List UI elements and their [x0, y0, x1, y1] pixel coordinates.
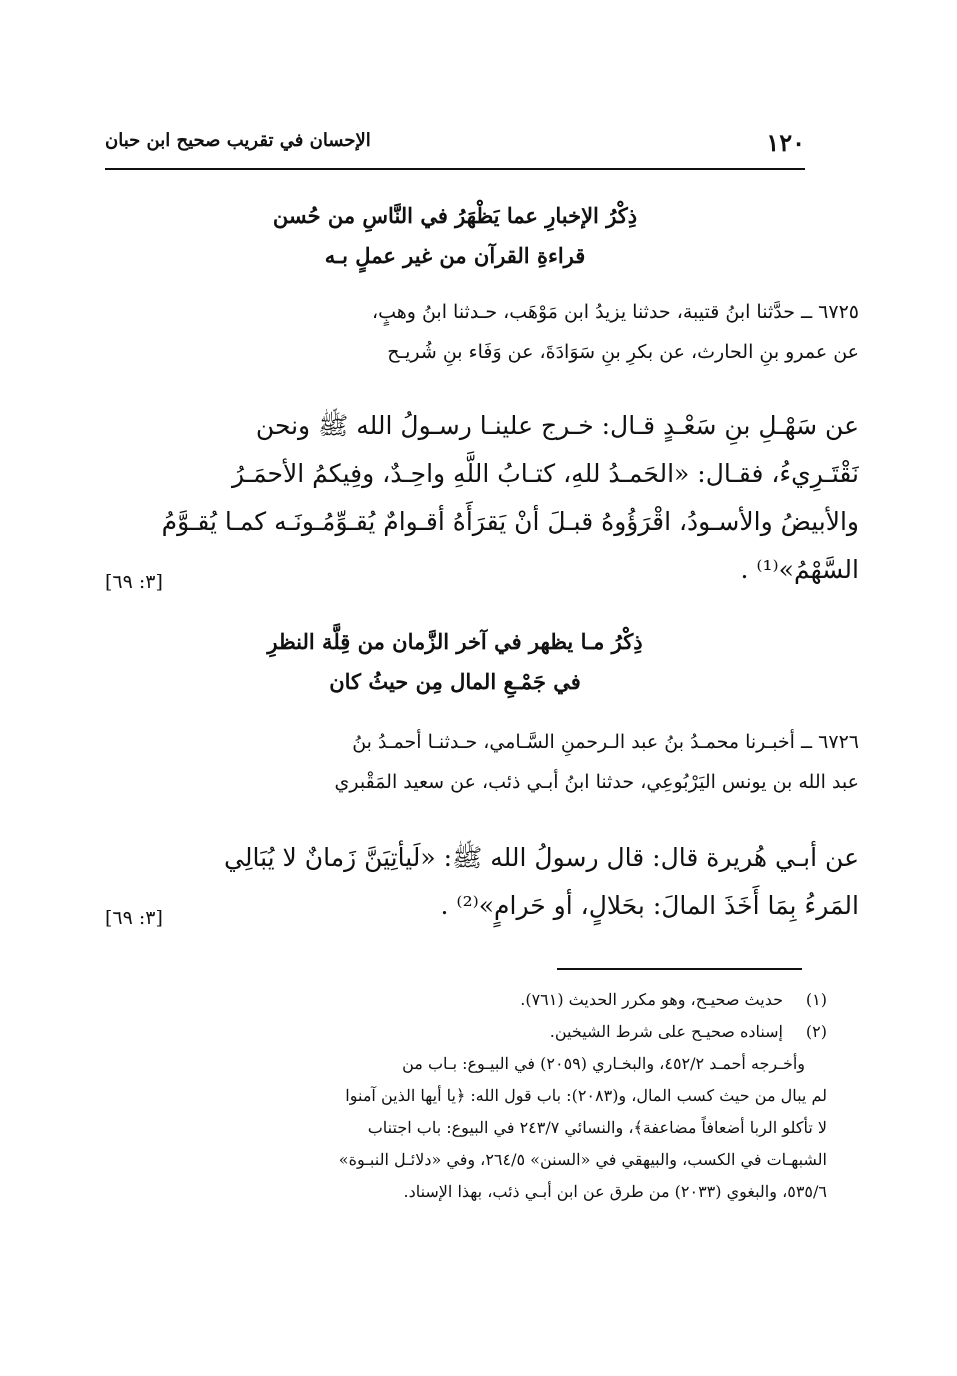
matn-line: والأبيضُ والأسـودُ، اقْرَؤُوهُ قبـلَ أنْ يَقرَأَهُ أقـوامٌ يُقـوِّمُـونَـه كمـا يُقـوَّمُ [161, 507, 859, 536]
footnote-continuation: وأخـرجه أحمـد ٤٥٢/٢، والبخـاري (٢٠٥٩) في البيـوع: بـاب من [402, 1054, 805, 1073]
page-number: ١٢٠ [766, 128, 805, 157]
matn-line: نَقْتَـرِيءُ، فقـال: «الحَمـدُ للهِ، كتـابُ اللَّهِ واحِـدٌ، وفِيكمُ الأحمَـرُ [231, 459, 859, 488]
matn-line: السَّهْمُ»⁽¹⁾ . [740, 555, 859, 584]
footnote-number: (٢) [805, 1022, 827, 1041]
book-title: الإحسان في تقريب صحيح ابن حبان [105, 130, 371, 151]
chapter-heading-1 [105, 196, 805, 276]
isnad-line: ٦٧٢٥ ــ حدَّثنا ابنُ قتيبة، حدثنا يزيدُ ابن مَوْهَب، حـدثنا ابنُ وهبٍ، [371, 301, 859, 323]
matn-line: المَرءُ بِمَا أَخَذَ المالَ: بحَلالٍ، أو حَرامٍ»⁽²⁾ . [440, 891, 859, 920]
footnote-1 [105, 984, 827, 1016]
chapter-heading-2 [105, 622, 805, 702]
footnote-continuation: لم يبال من حيث كسب المال، و(٢٠٨٣): باب قول الله: ﴿يا أيها الذين آمنوا [345, 1086, 827, 1105]
isnad-line: عبد الله بن يونس اليَرْبُوعِي، حدثنا ابنُ أبـي ذئب، عن سعيد المَقْبري [334, 771, 859, 793]
chapter-heading-2-line-1: ذِكْرُ مـا يظهر في آخر الزَّمان من قِلَّة النظرِ [267, 629, 643, 654]
isnad-line: ٦٧٢٦ ــ أخبـرنا محمـدُ بنُ عبد الـرحمنِ السَّـامي، حـدثنـا أحمـدُ بنُ [352, 731, 859, 753]
running-head [105, 128, 805, 160]
hadith-6726-matn [105, 834, 859, 930]
footnote-2 [105, 1016, 827, 1048]
hadith-6726-isnad [105, 722, 859, 802]
footnote-text: إسناده صحيـح على شرط الشيخين. [549, 1022, 783, 1041]
footnote-rule [557, 968, 802, 970]
hadith-reference: [٣: ٦٩] [105, 571, 163, 593]
matn-line: عن سَهْـلِ بنِ سَعْـدٍ قـال: خـرج علينـا رسـولُ الله ﷺ ونحن [255, 411, 859, 440]
header-rule [105, 168, 805, 170]
footnote-text: حديث صحيـح، وهو مكرر الحديث (٧٦١). [520, 990, 783, 1009]
matn-line: عن أبـي هُريرة قال: قال رسولُ الله ﷺ: «لَيأتِيَنَّ زَمانٌ لا يُبَالِي [224, 843, 859, 872]
footnote-number: (١) [805, 990, 827, 1009]
footnotes [105, 984, 827, 1208]
hadith-reference: [٣: ٦٩] [105, 907, 163, 929]
hadith-6725-matn [105, 402, 859, 594]
hadith-6725-isnad [105, 292, 859, 372]
footnote-continuation: ٥٣٥/٦، والبغوي (٢٠٣٣) من طرق عن ابن أبـي ذئب، بهذا الإسناد. [403, 1182, 827, 1201]
chapter-heading-1-line-1: ذِكْرُ الإخبارِ عما يَظْهَرُ في النَّاسِ من حُسن [272, 203, 638, 228]
footnote-continuation: لا تأكلو الربا أضعافاً مضاعفة﴾، والنسائي ٢٤٣/٧ في البيوع: باب اجتناب [367, 1118, 827, 1137]
chapter-heading-1-line-2: قراءةِ القرآن من غير عملٍ بـه [324, 243, 586, 268]
chapter-heading-2-line-2: في جَمْـعِ المال مِن حيثُ كان [329, 669, 581, 694]
footnote-continuation: الشبهـات في الكسب، والبيهقي في «السنن» ٢٦٤/٥، وفي «دلائـل النبـوة» [338, 1150, 827, 1169]
isnad-line: عن عمرو بنِ الحارث، عن بكرِ بنِ سَوَادَةَ، عن وَفَاء بنِ شُريـح [387, 341, 859, 363]
